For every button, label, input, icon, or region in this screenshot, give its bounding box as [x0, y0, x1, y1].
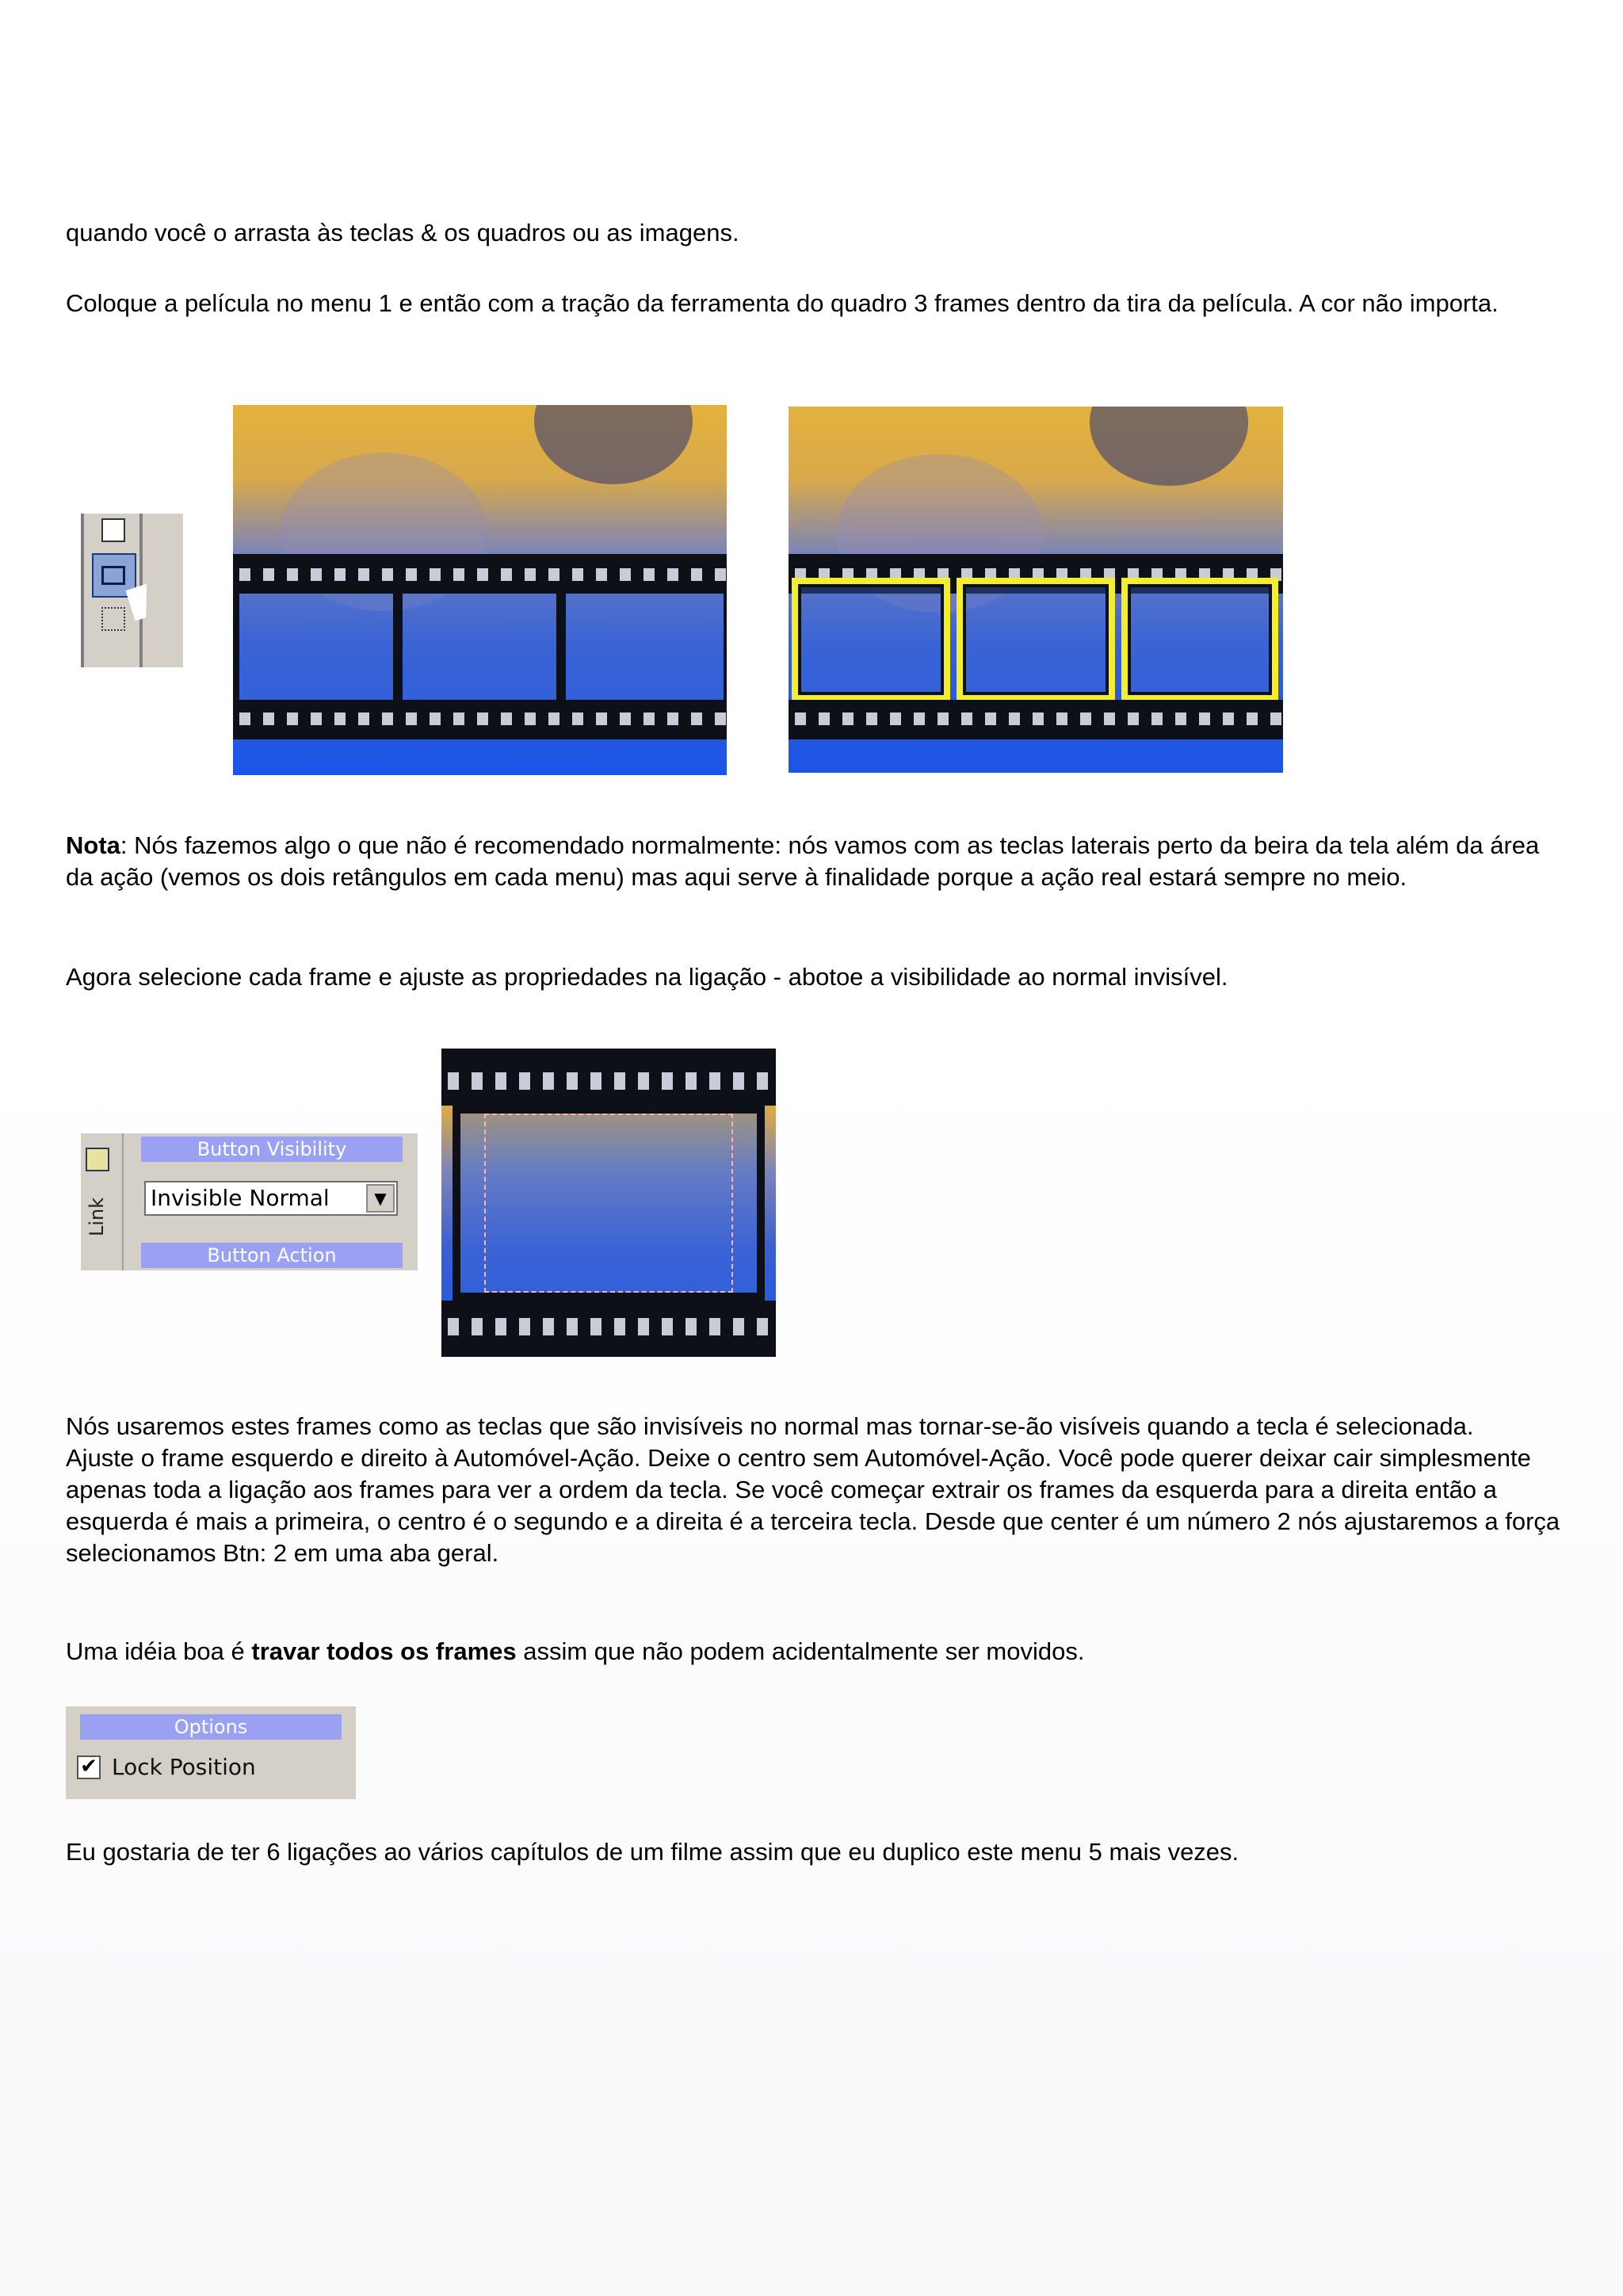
options-header: Options [80, 1714, 342, 1740]
link-tab-label: Link [86, 1197, 108, 1236]
sprocket-holes-bottom [441, 1318, 776, 1335]
link-side-tab[interactable] [81, 1133, 124, 1270]
lock-tip-post: assim que não podem acidentalmente ser movidos. [516, 1637, 1085, 1665]
button-visibility-select[interactable] [144, 1181, 398, 1216]
toolbox-edge [81, 514, 84, 667]
lock-tip-bold: travar todos os frames [251, 1637, 517, 1665]
film-strip-image-plain [233, 405, 727, 775]
options-panel [66, 1706, 356, 1799]
film-cell [396, 587, 563, 706]
film-cell [559, 587, 727, 706]
frames-usage-line1: Nós usaremos estes frames como as teclas que são invisíveis no normal mas tornar-se-ão visíveis quando a tecla é selecionada. [66, 1412, 1474, 1440]
film-strip-image-framed [789, 407, 1283, 773]
image-swirl [1090, 407, 1248, 486]
chevron-down-icon[interactable]: ▼ [366, 1184, 395, 1213]
button-action-header: Button Action [141, 1243, 403, 1268]
sprocket-holes-top [441, 1072, 776, 1090]
cursor-icon [126, 584, 157, 621]
yellow-frame-center [957, 578, 1115, 701]
lock-position-checkbox[interactable]: ✔ [77, 1755, 101, 1779]
image-swirl [534, 405, 693, 484]
paragraph-frames-usage [66, 1411, 1564, 1569]
link-icon [86, 1148, 109, 1171]
lock-position-label: Lock Position [112, 1754, 256, 1780]
paragraph-duplicate-menu: Eu gostaria de ter 6 ligações ao vários capítulos de um filme assim que eu duplico este menu 5 mais vezes. [66, 1838, 1239, 1866]
film-cell [233, 587, 399, 706]
paragraph-place-film: Coloque a película no menu 1 e então com a tração da ferramenta do quadro 3 frames dentro da tira da película. A cor não importa. [66, 289, 1499, 317]
film-frame-image [441, 1049, 776, 1357]
frame-tool-inner [101, 566, 125, 585]
link-properties-panel [81, 1133, 418, 1270]
yellow-frame-right [1121, 578, 1278, 701]
frames-usage-line2: Ajuste o frame esquerdo e direito à Automóvel-Ação. Deixe o centro sem Automóvel-Ação. Você pode querer deixar cair simplesmente apenas toda a ligação aos frames para ver a ordem da tecla. Se você começar extrair os frames da esquerda para a direita então a esquerda é mais a primeira, o centro é o segundo e a direita é a terceira tecla. Desde que center é um número 2 nós ajustaremos a força selecionamos Btn: 2 em uma aba geral. [66, 1444, 1560, 1567]
button-visibility-value: Invisible Normal [151, 1185, 330, 1211]
note-text: : Nós fazemos algo o que não é recomendado normalmente: nós vamos com as teclas laterais perto da beira da tela além da área da ação (vemos os dois retângulos em cada menu) mas aqui serve à finalidade porque a ação real estará sempre no meio. [66, 831, 1540, 891]
paragraph-select-frame: Agora selecione cada frame e ajuste as propriedades na ligação - abotoe a visibilidade ao normal invisível. [66, 963, 1228, 991]
toolbox-strip [81, 514, 183, 667]
paragraph-note [66, 830, 1564, 893]
yellow-frame-left [792, 578, 950, 701]
dashed-selection [484, 1114, 733, 1293]
paragraph-drag-note: quando você o arrasta às teclas & os quadros ou as imagens. [66, 219, 739, 246]
lock-tip-pre: Uma idéia boa é [66, 1637, 252, 1665]
paragraph-lock-tip [66, 1636, 1564, 1668]
rectangle-tool-icon[interactable] [101, 518, 125, 542]
sprocket-holes-bottom [233, 712, 727, 725]
sprocket-holes-bottom [789, 712, 1283, 725]
note-label: Nota [66, 831, 120, 859]
button-visibility-header: Button Visibility [141, 1137, 403, 1162]
sprocket-holes-top [233, 568, 727, 581]
selection-tool-icon[interactable] [101, 607, 125, 631]
